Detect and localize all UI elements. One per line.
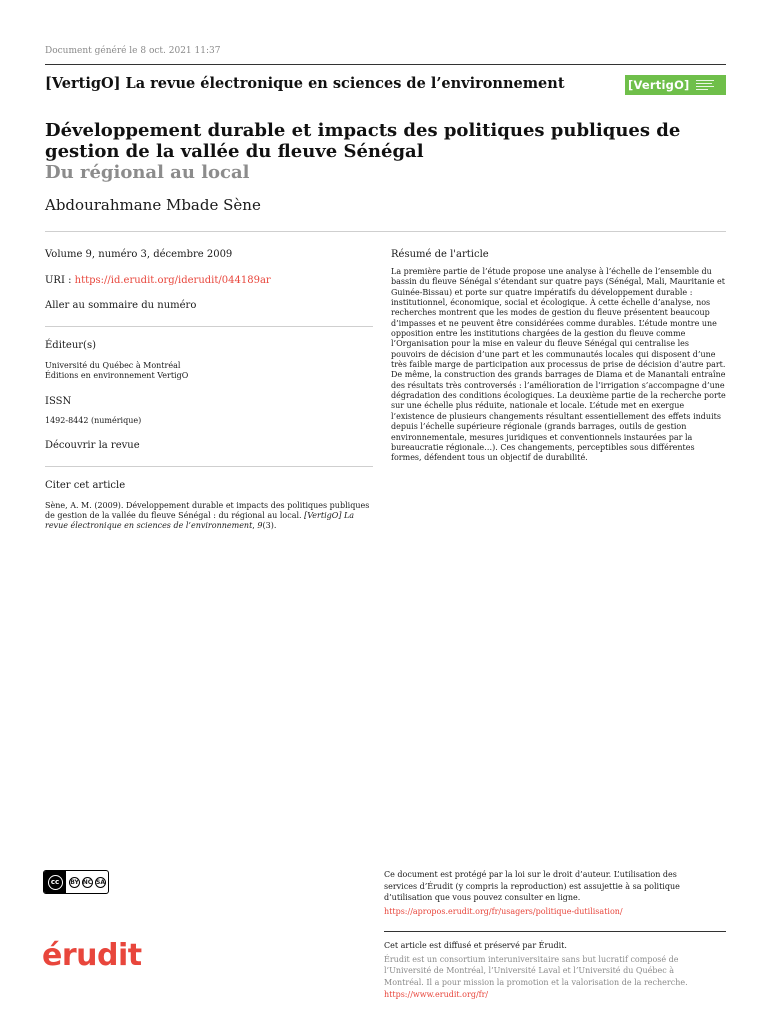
- issn-value: 1492-8442 (numérique): [45, 416, 142, 425]
- legal-notice: [384, 869, 704, 918]
- abstract-text: La première partie de l’étude propose une analyse à l’échelle de l’ensemble du bassin du fleuve Sénégal s’étendant sur quatre pays (Sénégal, Mali, Mauritanie et Guinée-Bissau) et porte sur quatre impératifs du développement durable : institutionnel, économique, social et écologique. À cette échelle d’analyse, nos recherches montrent que les modes de gestion du fleuve présentent beaucoup d’impasses et ne peuvent être considérées comme durables. L’étude montre une opposition entre les institutions chargées de la gestion du fleuve comme l’Organisation pour la mise en valeur du fleuve Sénégal qui centralise les pouvoirs de décision d’une part et les communautés locales qui disposent d’une très faible marge de participation aux processus de prise de décision d’autre part. De même, la construction des grands barrages de Diama et de Manantali entraîne des résultats très controversés : l’amélioration de l’irrigation s’accompagne d’une dégradation des conditions écologiques. La deuxième partie de la recherche porte sur une échelle plus réduite, nationale et locale. L’étude met en exergue l’existence de plusieurs changements résultant essentiellement des effets induits depuis l’échelle supérieure régionale (grands barrages, outils de gestion environnementale, mesures juridiques et conventionnels instaurées par la bureaucratie régionale…). Ces changements, perceptibles sous différentes formes, défendent tous un objectif de durabilité.: [391, 267, 726, 463]
- cc-by-icon: BY: [70, 878, 79, 886]
- journal-title: [VertigO] La revue électronique en sciences de l’environnement: [45, 75, 565, 92]
- article-subtitle: Du régional au local: [45, 162, 250, 183]
- diffusion-title: Cet article est diffusé et préservé par Érudit.: [384, 941, 567, 950]
- abstract-heading: Résumé de l'article: [391, 249, 489, 260]
- left-divider-2: [45, 466, 373, 467]
- cc-nc-icon: NC: [82, 878, 93, 886]
- cite-heading: Citer cet article: [45, 480, 126, 491]
- cc-license-badge[interactable]: [43, 870, 109, 894]
- volume-info: Volume 9, numéro 3, décembre 2009: [45, 249, 233, 260]
- cc-terms: [66, 877, 106, 888]
- revue-link[interactable]: Découvrir la revue: [45, 440, 140, 451]
- sommaire-link[interactable]: Aller au sommaire du numéro: [45, 300, 197, 311]
- vertigo-logo[interactable]: [625, 75, 726, 95]
- article-author: Abdourahmane Mbade Sène: [45, 196, 261, 214]
- diffusion-notice: [384, 940, 714, 1001]
- article-title: Développement durable et impacts des politiques publiques de gestion de la vallée du fleuve Sénégal: [45, 120, 681, 162]
- erudit-logo[interactable]: érudit: [42, 938, 142, 973]
- citation-separator: ,: [252, 521, 258, 530]
- citation-end: (3).: [262, 521, 277, 530]
- citation: [45, 501, 375, 531]
- vertigo-logo-text: [VertigO]: [628, 78, 690, 92]
- citation-journal: [VertigO] La revue électronique en sciences de l’environnement: [45, 511, 355, 530]
- cc-icon: [44, 871, 66, 893]
- cc-icon-label: cc: [48, 875, 63, 890]
- issn-heading: ISSN: [45, 396, 72, 407]
- generation-date: Document généré le 8 oct. 2021 11:37: [45, 46, 221, 56]
- erudit-site-link[interactable]: https://www.erudit.org/fr/: [384, 989, 489, 999]
- vertigo-logo-lines: [696, 80, 714, 90]
- top-divider: [45, 64, 726, 65]
- uri-line: [45, 275, 271, 286]
- cc-sa-icon: SA: [96, 878, 105, 886]
- legal-text: Ce document est protégé par la loi sur le droit d’auteur. L’utilisation des services d’Érudit (y compris la reproduction) est assujettie à sa politique d’utilisation que vous pouvez consulter en ligne.: [384, 870, 680, 903]
- citation-volume: 9: [257, 521, 263, 530]
- diffusion-text: Érudit est un consortium interuniversitaire sans but lucratif composé de l’Université de Montréal, l’Université Laval et l’Université du Québec à Montréal. Il a pour mission la promotion et la valorisation de la recherche.: [384, 954, 688, 988]
- policy-link[interactable]: https://apropos.erudit.org/fr/usagers/politique-dutilisation/: [384, 907, 623, 917]
- left-divider-1: [45, 326, 373, 327]
- editeur-1: Université du Québec à Montréal: [45, 361, 181, 370]
- footer-divider: [384, 931, 726, 932]
- uri-label: URI :: [45, 275, 75, 286]
- editeur-2: Éditions en environnement VertigO: [45, 371, 189, 380]
- header-divider: [45, 231, 726, 232]
- editeurs-heading: Éditeur(s): [45, 340, 96, 351]
- uri-link[interactable]: https://id.erudit.org/iderudit/044189ar: [74, 275, 271, 286]
- citation-text: Sène, A. M. (2009). Développement durable et impacts des politiques publiques de gestion de la vallée du fleuve Sénégal : du régional au local.: [45, 501, 370, 520]
